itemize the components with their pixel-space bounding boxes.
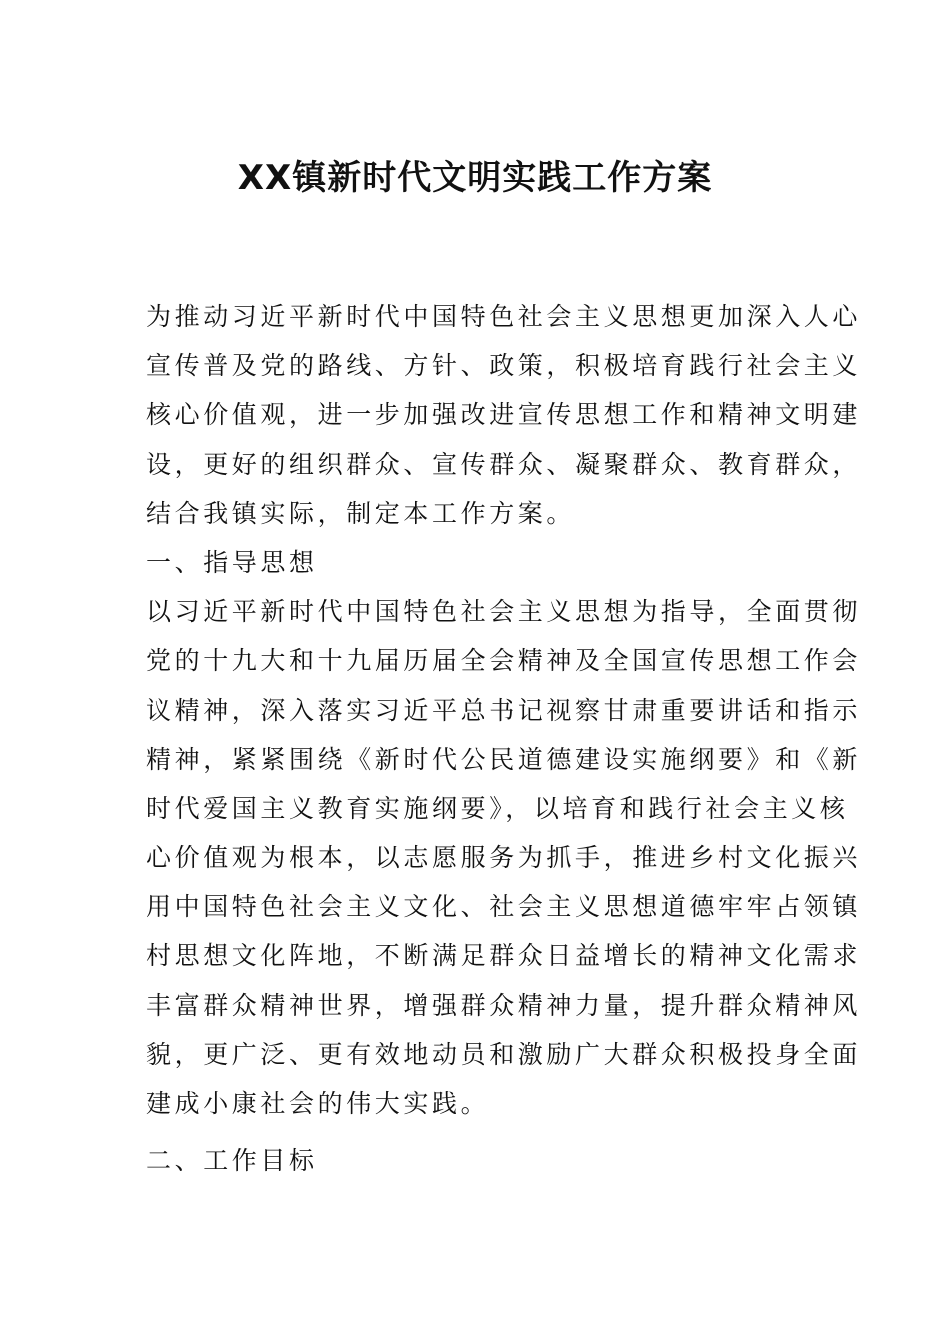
document-title: XX镇新时代文明实践工作方案 xyxy=(237,158,713,198)
paragraph-line: 以习近平新时代中国特色社会主义思想为指导，全面贯彻 xyxy=(146,597,862,627)
paragraph-line: 议精神，深入落实习近平总书记视察甘肃重要讲话和指示 xyxy=(146,695,862,725)
paragraph-line: 核心价值观，进一步加强改进宣传思想工作和精神文明建 xyxy=(146,400,862,430)
paragraph-line: 结合我镇实际，制定本工作方案。 xyxy=(146,498,576,528)
paragraph-line: 宣传普及党的路线、方针、政策，积极培育践行社会主义 xyxy=(146,351,862,381)
paragraph-line: 貌，更广泛、更有效地动员和激励广大群众积极投身全面 xyxy=(146,1039,862,1069)
section-heading-work-goals: 二、工作目标 xyxy=(146,1146,318,1176)
paragraph-line: 设，更好的组织群众、宣传群众、凝聚群众、教育群众， xyxy=(146,449,862,479)
paragraph-line: 为推动习近平新时代中国特色社会主义思想更加深入人心 xyxy=(146,302,862,331)
document-body xyxy=(146,292,862,1185)
paragraph-line: 心价值观为根本，以志愿服务为抓手，推进乡村文化振兴 xyxy=(146,843,862,873)
paragraph-line: 建成小康社会的伟大实践。 xyxy=(146,1089,490,1118)
paragraph-line: 村思想文化阵地，不断满足群众日益增长的精神文化需求 xyxy=(146,941,862,971)
section-heading-guiding-ideology: 一、指导思想 xyxy=(146,547,318,577)
paragraph-line: 党的十九大和十九届历届全会精神及全国宣传思想工作会 xyxy=(146,646,862,676)
paragraph-line: 用中国特色社会主义文化、社会主义思想道德牢牢占领镇 xyxy=(146,892,862,922)
paragraph-line: 时代爱国主义教育实施纲要》，以培育和践行社会主义核 xyxy=(146,793,849,823)
spacer xyxy=(146,1128,806,1136)
paragraph-line: 丰富群众精神世界，增强群众精神力量，提升群众精神风 xyxy=(146,990,862,1020)
paragraph-line: 精神，紧紧围绕《新时代公民道德建设实施纲要》和《新 xyxy=(146,744,862,774)
